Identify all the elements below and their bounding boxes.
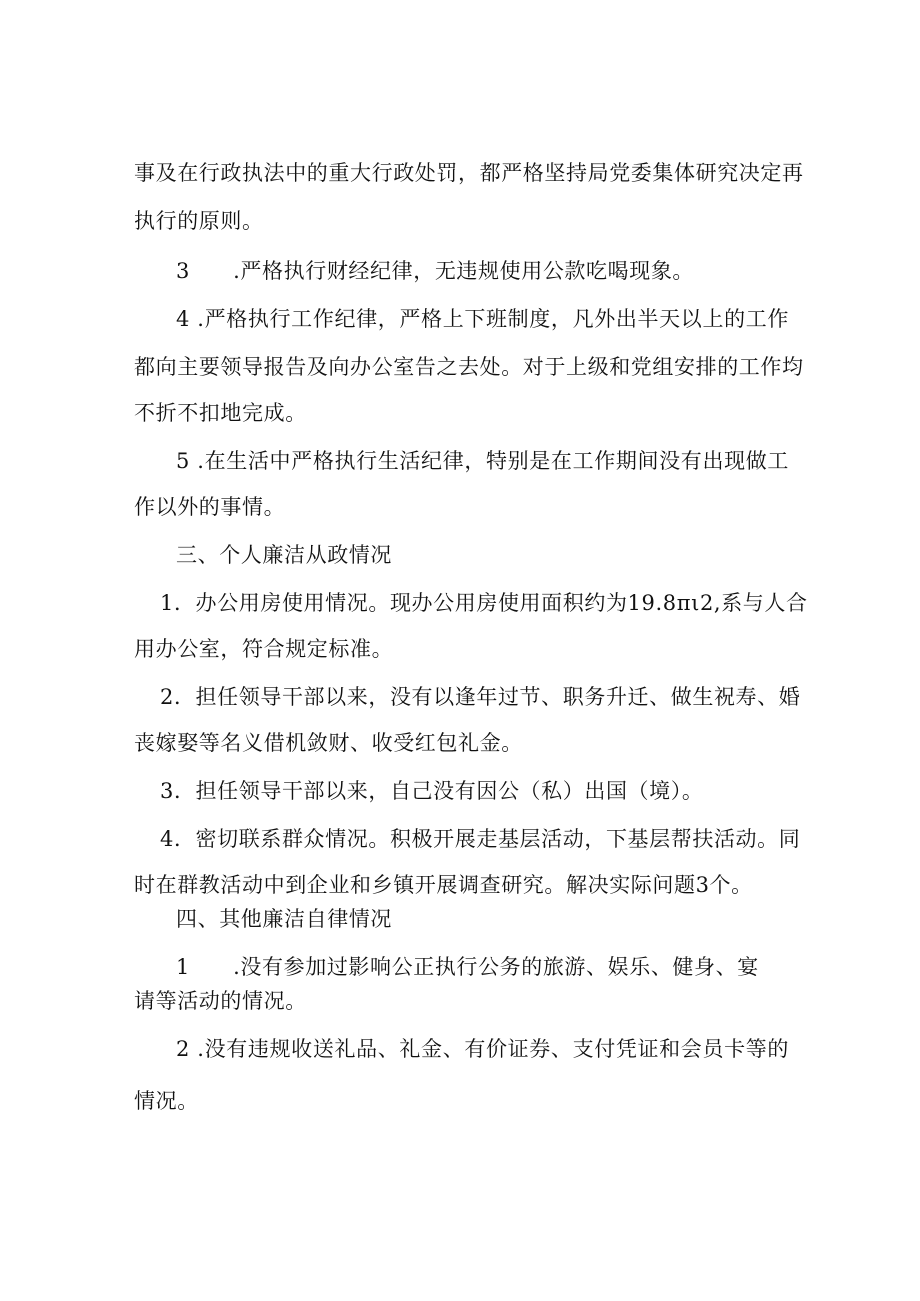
paragraph-line: 情况。 (134, 1089, 199, 1113)
list-item-1: 1 .没有参加过影响公正执行公务的旅游、娱乐、健身、宴 (176, 955, 759, 979)
paragraph-line: 用办公室，符合规定标准。 (134, 637, 394, 661)
paragraph-line: 作以外的事情。 (134, 495, 286, 519)
list-item-2: 2 .没有违规收送礼品、礼金、有价证券、支付凭证和会员卡等的 (176, 1037, 789, 1061)
paragraph-line: 都向主要领导报告及向办公室告之去处。对于上级和党组安排的工作均 (134, 355, 804, 379)
paragraph-line: 执行的原则。 (134, 209, 264, 233)
list-item-3: 3．担任领导干部以来，自己没有因公（私）出国（境）。 (160, 779, 704, 803)
paragraph-line: 请等活动的情况。 (134, 989, 307, 1013)
list-item-4: 4．密切联系群众情况。积极开展走基层活动，下基层帮扶活动。同 (160, 827, 801, 851)
list-item-5: 5 .在生活中严格执行生活纪律，特别是在工作期间没有出现做工 (176, 449, 789, 473)
paragraph-line: 时在群教活动中到企业和乡镇开展调查研究。解决实际问题3个。 (134, 873, 753, 897)
section-heading-3: 三、个人廉洁从政情况 (176, 543, 392, 567)
paragraph-line: 丧嫁娶等名义借机敛财、收受红包礼金。 (134, 731, 523, 755)
list-item-4: 4 .严格执行工作纪律，严格上下班制度，凡外出半天以上的工作 (176, 307, 789, 331)
list-item-2: 2．担任领导干部以来，没有以逢年过节、职务升迁、做生祝寿、婚 (160, 685, 801, 709)
list-item-3: 3 .严格执行财经纪律，无违规使用公款吃喝现象。 (176, 259, 695, 283)
paragraph-line: 事及在行政执法中的重大行政处罚，都严格坚持局党委集体研究决定再 (134, 161, 804, 185)
list-item-1: 1．办公用房使用情况。现办公用房使用面积约为19.8πι2,系与人合 (160, 591, 808, 615)
paragraph-line: 不折不扣地完成。 (134, 401, 307, 425)
section-heading-4: 四、其他廉洁自律情况 (176, 907, 392, 931)
